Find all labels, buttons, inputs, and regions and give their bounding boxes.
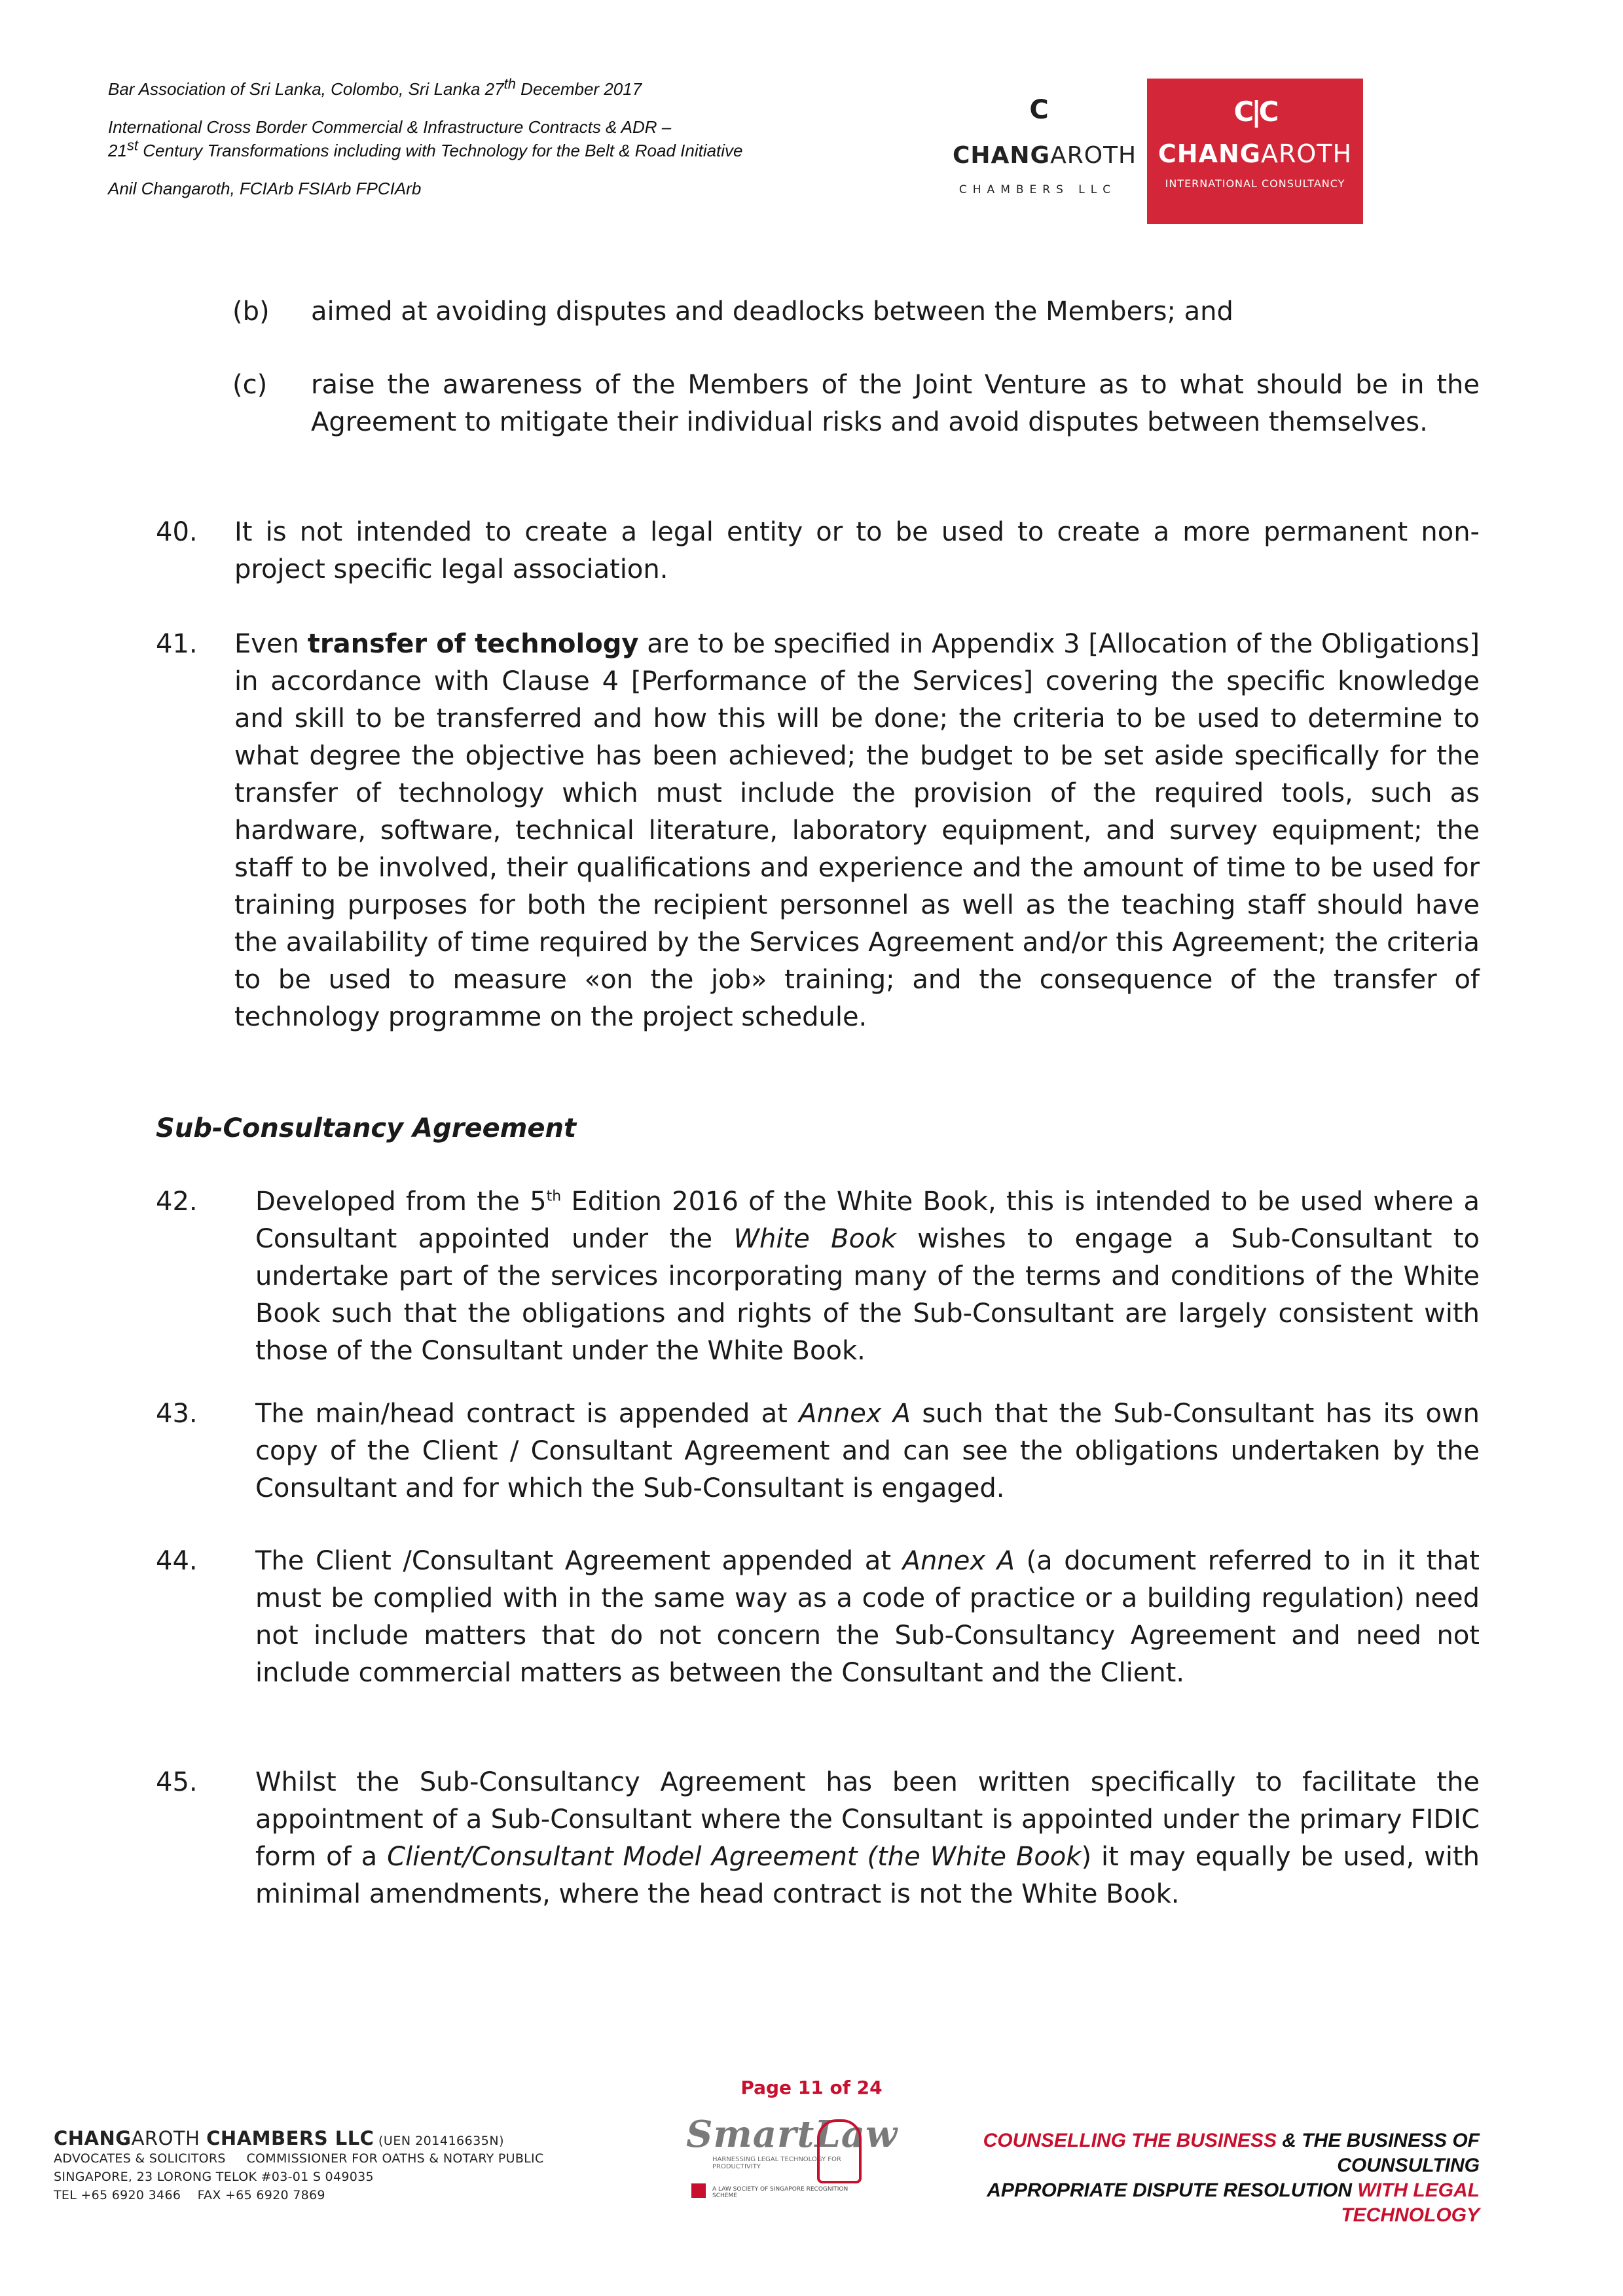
chambers-logo-name: CHANGAROTH — [953, 142, 1137, 169]
paragraph-text: The main/head contract is appended at Annex A such that the Sub-Consultant has its own copy of the Client / Consultant Agreement and can see the obligations undertaken by the Consultant and for which the Sub-Consultant is engaged. — [255, 1399, 1480, 1503]
header-line-1: Bar Association of Sri Lanka, Colombo, Sri Lanka 27th December 2017 — [108, 75, 642, 99]
sub-item-text: raise the awareness of the Members of the Joint Venture as to what should be in the Agreement to mitigate their individual risks and avoid disputes between themselves. — [311, 370, 1480, 437]
paragraph-number: 40. — [156, 517, 198, 547]
changaroth-chambers-logo — [953, 95, 1137, 226]
paragraph-number: 41. — [156, 629, 198, 659]
footer-firm-name: CHANGAROTH CHAMBERS LLC (UEN 201416635N) — [54, 2127, 505, 2149]
sub-item-label: (b) — [232, 296, 270, 327]
paragraph-number: 44. — [156, 1546, 198, 1576]
slogan-line-1: COUNSELLING THE BUSINESS & THE BUSINESS OF COUNSULTING — [983, 2130, 1480, 2176]
law-society-badge-icon — [691, 2183, 706, 2198]
chambers-logo-sub: CHAMBERS LLC — [958, 183, 1117, 196]
paragraph-number: 43. — [156, 1399, 198, 1429]
footer-firm-phone: TEL +65 6920 3466 FAX +65 6920 7869 — [54, 2188, 325, 2202]
header-line-2: International Cross Border Commercial & Infrastructure Contracts & ADR – — [108, 117, 672, 137]
chambers-logo-mark: C — [1029, 95, 1046, 125]
paragraph-number: 42. — [156, 1187, 198, 1217]
changaroth-consultancy-logo — [1147, 79, 1363, 224]
sub-item-text: aimed at avoiding disputes and deadlocks between the Members; and — [311, 296, 1233, 327]
running-header — [108, 77, 894, 200]
slogan-line-2: APPROPRIATE DISPUTE RESOLUTION WITH LEGAL TECHNOLOGY — [987, 2179, 1480, 2226]
header-line-3: 21st Century Transformations including with Technology for the Belt & Road Initiative — [108, 137, 743, 160]
smartlaw-tagline: HARNESSING LEGAL TECHNOLOGY FOR PRODUCTIVITY — [712, 2156, 841, 2170]
sub-item-label: (c) — [232, 370, 268, 400]
paragraph-text: Even transfer of technology are to be specified in Appendix 3 [Allocation of the Obligations] in accordance with Clause 4 [Performance of the Services] covering the specific knowledge and skill to be transferred and how this will be done; the criteria to be used to determine to what degree the objective has been achieved; the budget to be set aside specifically for the transfer of technology which must include the provision of the required tools, such as hardware, software, technical literature, laboratory equipment, and survey equipment; the staff to be involved, their qualifications and experience and the amount of time to be used for training purposes for both the recipient personnel as well as the teaching staff should have the availability of time required by the Services Agreement and/or this Agreement; the criteria to be used to measure «on the job» training; and the consequence of the transfer of technology programme on the project schedule. — [234, 629, 1480, 1032]
page-number: Page 11 of 24 — [740, 2077, 883, 2098]
footer-firm-address: SINGAPORE, 23 LORONG TELOK #03-01 S 049035 — [54, 2170, 374, 2184]
paragraph-text: It is not intended to create a legal entity or to be used to create a more permanent non-project specific legal association. — [234, 517, 1480, 584]
touch-hand-icon — [817, 2119, 862, 2183]
smartlaw-wordmark: SmartLaw — [686, 2113, 898, 2156]
paragraph-text: The Client /Consultant Agreement appended at Annex A (a document referred to in it that must be complied with in the same way as a code of practice or a building regulation) need not include matters that do not concern the Sub-Consultancy Agreement and need not include commercial matters as between the Consultant and the Client. — [255, 1546, 1480, 1688]
section-heading: Sub-Consultancy Agreement — [156, 1113, 577, 1143]
consultancy-logo-mark: C|C — [1233, 96, 1277, 128]
footer-firm-line-2: ADVOCATES & SOLICITORS COMMISSIONER FOR OATHS & NOTARY PUBLIC — [54, 2151, 544, 2166]
paragraph-text: Whilst the Sub-Consultancy Agreement has been written specifically to facilitate the appointment of a Sub-Consultant where the Consultant is appointed under the primary FIDIC form of a Client/Consultant Model Agreement (the White Book) it may equally be used, with minimal amendments, where the head contract is not the White Book. — [255, 1767, 1480, 1909]
paragraph-number: 45. — [156, 1767, 198, 1797]
consultancy-logo-sub: INTERNATIONAL CONSULTANCY — [1165, 177, 1345, 190]
header-line-4: Anil Changaroth, FCIArb FSIArb FPCIArb — [108, 179, 422, 198]
smartlaw-recognition-text: A LAW SOCIETY OF SINGAPORE RECOGNITION SCHEME — [712, 2186, 848, 2199]
footer-slogan — [871, 2128, 1480, 2228]
consultancy-logo-name: CHANGAROTH — [1158, 139, 1353, 168]
footer-firm-details — [54, 2127, 544, 2204]
paragraph-text: Developed from the 5th Edition 2016 of the White Book, this is intended to be used where a Consultant appointed under the White Book wishes to engage a Sub-Consultant to undertake part of the services incorporating many of the terms and conditions of the White Book such that the obligations and rights of the Sub-Consultant are largely consistent with those of the Consultant under the White Book. — [255, 1187, 1480, 1366]
smartlaw-logo — [686, 2113, 898, 2211]
